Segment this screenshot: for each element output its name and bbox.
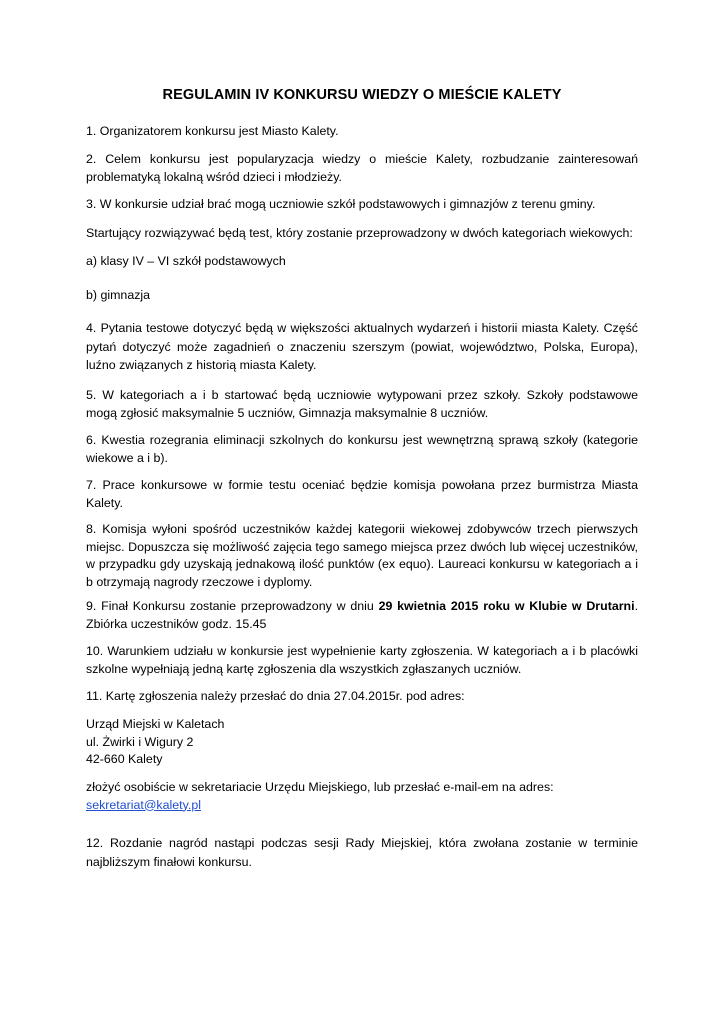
- paragraph-3-test-info: Startujący rozwiązywać będą test, który zostanie przeprowadzony w dwóch kategoriach wiekowych:: [86, 226, 633, 240]
- paragraph-7: 7. Prace konkursowe w formie testu oceniać będzie komisja powołana przez burmistrza Miasta Kalety.: [86, 478, 638, 510]
- paragraph-9-text: 9. Finał Konkursu zostanie przeprowadzony w dniu: [86, 599, 379, 613]
- address-line-2: ul. Żwirki i Wigury 2: [86, 734, 194, 749]
- paragraph-1: 1. Organizatorem konkursu jest Miasto Kalety.: [86, 124, 339, 138]
- paragraph-11: 11. Kartę zgłoszenia należy przesłać do dnia 27.04.2015r. pod adres:: [86, 689, 465, 703]
- paragraph-9-text-end: . Zbiórka uczestników godz. 15.45: [86, 599, 639, 631]
- paragraph-4: 4. Pytania testowe dotyczyć będą w większości aktualnych wydarzeń i historii miasta Kalety. Część pytań dotyczyć może zagadnień o znaczeniu szerszym (powiat, województwo, Polska, Europa), luźno związanych z historią miasta Kalety.: [86, 321, 638, 372]
- email-link[interactable]: sekretariat@kalety.pl: [86, 797, 201, 812]
- paragraph-3: 3. W konkursie udział brać mogą uczniowie szkół podstawowych i gimnazjów z terenu gminy.: [86, 197, 596, 211]
- paragraph-10: 10. Warunkiem udziału w konkursie jest wypełnienie karty zgłoszenia. W kategoriach a i b placówki szkolne wypełniają jedną kartę zgłoszenia dla wszystkich zgłaszanych uczniów.: [86, 644, 638, 676]
- paragraph-6: 6. Kwestia rozegrania eliminacji szkolnych do konkursu jest wewnętrzną sprawą szkoły (kategorie wiekowe a i b).: [86, 433, 638, 465]
- paragraph-8: 8. Komisja wyłoni spośród uczestników każdej kategorii wiekowej zdobywców trzech pierwszych miejsc. Dopuszcza się możliwość zajęcia tego samego miejsca przez dwóch lub więcej uczestników, w przypadku gdy uzyskają jednakową ilość punktów (ex equo). Laureaci konkursu w kategoriach a i b otrzymają nagrody rzeczowe i dyplomy.: [86, 522, 638, 589]
- paragraph-11-submission: [86, 779, 638, 814]
- submission-text: złożyć osobiście w sekretariacie Urzędu Miejskiego, lub przesłać e-mail-em na adres:: [86, 780, 554, 794]
- address-block: [86, 716, 638, 769]
- paragraph-12: 12. Rozdanie nagród nastąpi podczas sesji Rady Miejskiej, która zwołana zostanie w terminie najbliższym finałowi konkursu.: [86, 836, 638, 869]
- address-line-3: 42-660 Kalety: [86, 752, 163, 766]
- paragraph-2: 2. Celem konkursu jest popularyzacja wiedzy o mieście Kalety, rozbudzanie zainteresowań problematyką lokalną wśród dzieci i młodzieży.: [86, 152, 638, 184]
- category-a: a) klasy IV – VI szkół podstawowych: [86, 254, 286, 268]
- paragraph-5: 5. W kategoriach a i b startować będą uczniowie wytypowani przez szkoły. Szkoły podstawowe mogą zgłosić maksymalnie 5 uczniów, Gimnazja maksymalnie 8 uczniów.: [86, 388, 638, 420]
- category-b: b) gimnazja: [86, 288, 151, 302]
- document-title: REGULAMIN IV KONKURSU WIEDZY O MIEŚCIE KALETY: [162, 87, 562, 103]
- final-date-location: 29 kwietnia 2015 roku w Klubie w Drutarni: [378, 599, 635, 613]
- address-line-1: Urząd Miejski w Kaletach: [86, 717, 225, 731]
- paragraph-9: [86, 598, 638, 633]
